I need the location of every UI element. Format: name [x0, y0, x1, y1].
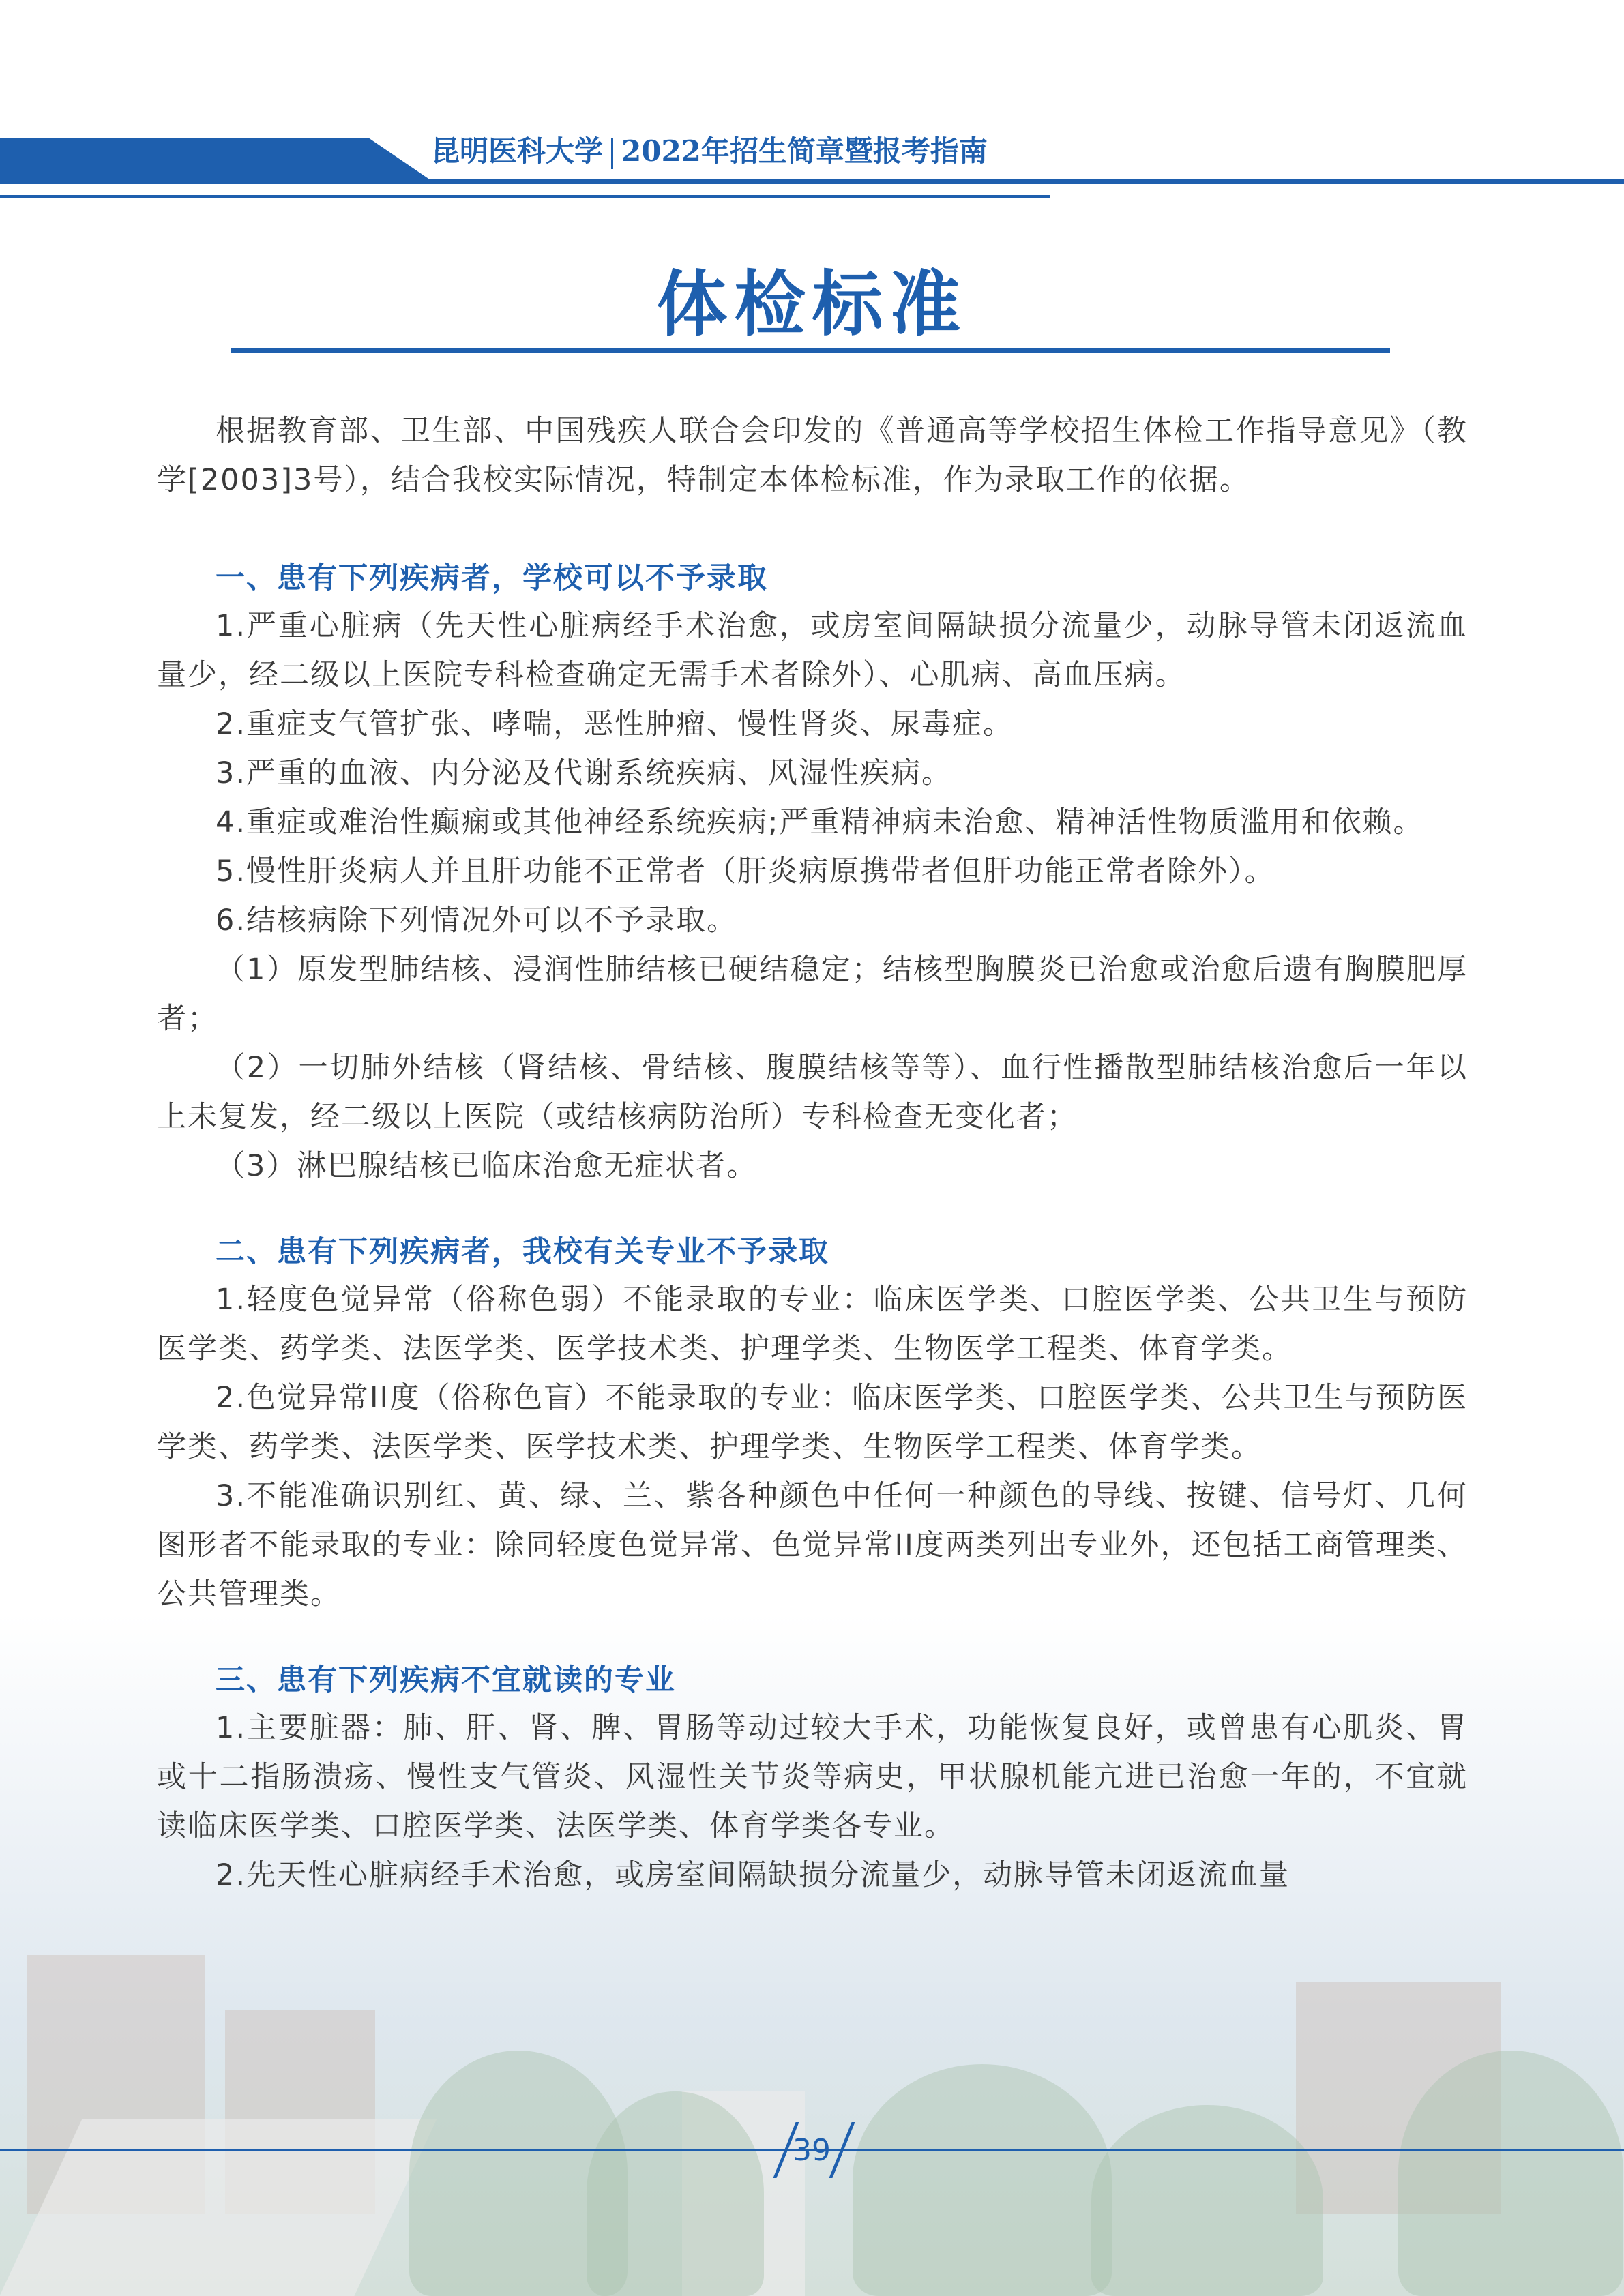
section-3-item: 2.先天性心脏病经手术治愈，或房室间隔缺损分流量少，动脉导管未闭返流血量 — [216, 1858, 1290, 1892]
section-2-item: 1.轻度色觉异常（俗称色弱）不能录取的专业：临床医学类、口腔医学类、公共卫生与预防医学类、药学类、法医学类、医学技术类、护理学类、生物医学工程类、体育学类。 — [157, 1283, 1468, 1366]
header-university: 昆明医科大学 — [431, 134, 604, 168]
section-1-item: 4.重症或难治性癫痫或其他神经系统疾病;严重精神病未治愈、精神活性物质滥用和依赖。 — [216, 805, 1424, 839]
section-2-item: 2.色觉异常II度（俗称色盲）不能录取的专业：临床医学类、口腔医学类、公共卫生与预防医学类、药学类、法医学类、医学技术类、护理学类、生物医学工程类、体育学类。 — [157, 1381, 1468, 1464]
section-1-heading: 一、患有下列疾病者，学校可以不予录取 — [216, 561, 768, 595]
section-2-item: 3.不能准确识别红、黄、绿、兰、紫各种颜色中任何一种颜色的导线、按键、信号灯、几何图形者不能录取的专业：除同轻度色觉异常、色觉异常II度两类列出专业外，还包括工商管理类、公共管理类。 — [157, 1479, 1468, 1611]
page-title: 体检标准 — [656, 263, 968, 346]
header-rule-bottom — [0, 195, 1050, 198]
header-separator — [611, 138, 613, 169]
header-rule-top — [409, 179, 1624, 184]
section-3-heading: 三、患有下列疾病不宜就读的专业 — [216, 1663, 676, 1697]
section-1-item: 3.严重的血液、内分泌及代谢系统疾病、风湿性疾病。 — [216, 756, 953, 790]
page-number: 39 — [793, 2133, 831, 2168]
section-3-item: 1.主要脏器：肺、肝、肾、脾、胃肠等动过较大手术，功能恢复良好，或曾患有心肌炎、胃或十二指肠溃疡、慢性支气管炎、风湿性关节炎等病史，甲状腺机能亢进已治愈一年的，不宜就读临床医学类、口腔医学类、法医学类、体育学类各专业。 — [157, 1711, 1468, 1843]
section-2-heading: 二、患有下列疾病者，我校有关专业不予录取 — [216, 1235, 829, 1269]
header-subtitle: 2022年招生简章暨报考指南 — [621, 134, 988, 168]
header-accent-bar — [0, 138, 437, 184]
section-1-item: （3）淋巴腺结核已临床治愈无症状者。 — [216, 1149, 758, 1183]
intro-paragraph: 根据教育部、卫生部、中国残疾人联合会印发的《普通高等学校招生体检工作指导意见》（教学[2003]3号），结合我校实际情况，特制定本体检标准，作为录取工作的依据。 — [157, 414, 1468, 497]
section-1-item: 1.严重心脏病（先天性心脏病经手术治愈，或房室间隔缺损分流量少，动脉导管未闭返流血量少，经二级以上医院专科检查确定无需手术者除外）、心肌病、高血压病。 — [157, 609, 1468, 692]
section-1-item: （1）原发型肺结核、浸润性肺结核已硬结稳定；结核型胸膜炎已治愈或治愈后遗有胸膜肥厚者； — [157, 953, 1468, 1036]
section-1-item: 5.慢性肝炎病人并且肝功能不正常者（肝炎病原携带者但肝功能正常者除外）。 — [216, 854, 1275, 889]
document-body — [157, 406, 1468, 1900]
section-1-item: 2.重症支气管扩张、哮喘，恶性肿瘤、慢性肾炎、尿毒症。 — [216, 707, 1014, 741]
title-underline — [231, 348, 1390, 353]
header-title — [431, 130, 988, 173]
section-1-item: 6.结核病除下列情况外可以不予录取。 — [216, 904, 738, 938]
section-1-item: （2）一切肺外结核（肾结核、骨结核、腹膜结核等等）、血行性播散型肺结核治愈后一年以上未复发，经二级以上医院（或结核病防治所）专科检查无变化者； — [157, 1051, 1468, 1134]
